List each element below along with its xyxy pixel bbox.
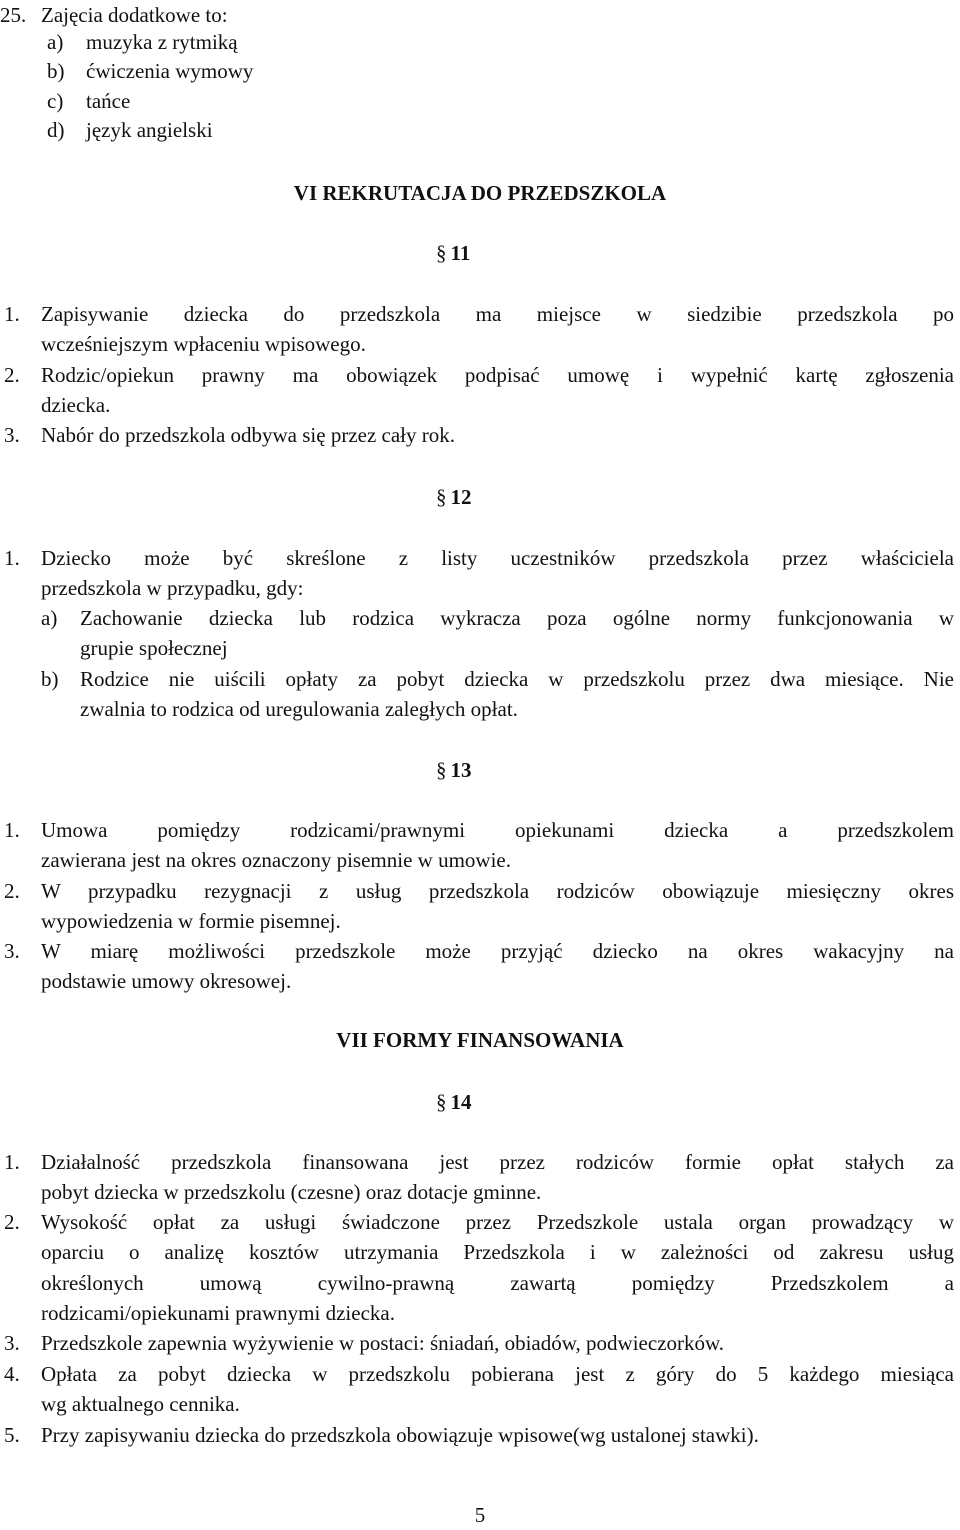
item-number: 25. [0, 3, 27, 27]
item-text: pobyt dziecka w przedszkolu (czesne) oraz dotacje gminne. [41, 1180, 542, 1204]
item-number: 1. [4, 302, 20, 326]
item-number: 5. [4, 1423, 20, 1447]
item-text: zawierana jest na okres oznaczony pisemnie w umowie. [41, 848, 511, 872]
subitem-label: b) [41, 667, 59, 691]
item-text: Rodzic/opiekun prawny ma obowiązek podpisać umowę i wypełnić kartę zgłoszenia [41, 363, 954, 387]
option-label: c) [47, 89, 64, 113]
item-number: 2. [4, 1210, 20, 1234]
item-number: 1. [4, 546, 20, 570]
option-text: język angielski [86, 118, 213, 142]
item-text: W miarę możliwości przedszkole może przyjąć dziecko na okres wakacyjny na [41, 939, 954, 963]
item-text: wg aktualnego cennika. [41, 1392, 240, 1416]
option-text: tańce [86, 89, 131, 113]
chapter-title: VII FORMY FINANSOWANIA [336, 1028, 624, 1052]
subitem-text: grupie społecznej [80, 636, 228, 660]
item-number: 2. [4, 879, 20, 903]
item-text: Przedszkole zapewnia wyżywienie w postaci: śniadań, obiadów, podwieczorków. [41, 1331, 725, 1355]
item-text: Wysokość opłat za usługi świadczone przez Przedszkole ustala organ prowadzący w [41, 1210, 954, 1234]
item-number: 2. [4, 363, 20, 387]
item-text: Zajęcia dodatkowe to: [41, 3, 228, 27]
page-number: 5 [474, 1503, 486, 1527]
item-text: Przy zapisywaniu dziecka do przedszkola obowiązuje wpisowe(wg ustalonej stawki). [41, 1423, 759, 1447]
section-sign: § [436, 1090, 447, 1114]
section-sign: § [436, 485, 447, 509]
section-heading-11 [436, 238, 470, 268]
item-text: Działalność przedszkola finansowana jest przez rodziców formie opłat stałych za [41, 1150, 954, 1174]
item-number: 3. [4, 939, 20, 963]
section-heading-14 [436, 1087, 472, 1117]
item-number: 1. [4, 818, 20, 842]
section-heading-13 [436, 755, 472, 785]
section-number: 13 [450, 758, 472, 782]
section-number: 12 [450, 485, 472, 509]
item-number: 1. [4, 1150, 20, 1174]
section-sign: § [436, 758, 447, 782]
option-text: ćwiczenia wymowy [86, 59, 254, 83]
item-text: Zapisywanie dziecka do przedszkola ma miejsce w siedzibie przedszkola po [41, 302, 954, 326]
item-text: oparciu o analizę kosztów utrzymania Przedszkola i w zależności od zakresu usług [41, 1240, 954, 1264]
chapter-title: VI REKRUTACJA DO PRZEDSZKOLA [293, 181, 667, 205]
item-text: Nabór do przedszkola odbywa się przez cały rok. [41, 423, 456, 447]
item-text: W przypadku rezygnacji z usług przedszkola rodziców obowiązuje miesięczny okres [41, 879, 954, 903]
option-text: muzyka z rytmiką [86, 30, 238, 54]
item-text: wcześniejszym wpłaceniu wpisowego. [41, 332, 366, 356]
item-text: Opłata za pobyt dziecka w przedszkolu pobierana jest z góry do 5 każdego miesiąca [41, 1362, 954, 1386]
item-text: rodzicami/opiekunami prawnymi dziecka. [41, 1301, 395, 1325]
item-number: 3. [4, 423, 20, 447]
section-number: 11 [450, 241, 471, 265]
item-text: wypowiedzenia w formie pisemnej. [41, 909, 341, 933]
item-text: Dziecko może być skreślone z listy uczestników przedszkola przez właściciela [41, 546, 954, 570]
section-heading-12 [436, 482, 472, 512]
item-text: określonych umową cywilno-prawną zawartą pomiędzy Przedszkolem a [41, 1271, 954, 1295]
item-text: dziecka. [41, 393, 111, 417]
subitem-text: Rodzice nie uiścili opłaty za pobyt dziecka w przedszkolu przez dwa miesiące. Nie [80, 667, 954, 691]
option-label: d) [47, 118, 65, 142]
option-label: a) [47, 30, 64, 54]
item-text: podstawie umowy okresowej. [41, 969, 292, 993]
section-number: 14 [450, 1090, 472, 1114]
option-label: b) [47, 59, 65, 83]
item-text: Umowa pomiędzy rodzicami/prawnymi opiekunami dziecka a przedszkolem [41, 818, 954, 842]
item-number: 3. [4, 1331, 20, 1355]
item-number: 4. [4, 1362, 20, 1386]
subitem-text: zwalnia to rodzica od uregulowania zaległych opłat. [80, 697, 518, 721]
section-sign: § [436, 241, 447, 265]
subitem-text: Zachowanie dziecka lub rodzica wykracza poza ogólne normy funkcjonowania w [80, 606, 954, 630]
subitem-label: a) [41, 606, 58, 630]
item-text: przedszkola w przypadku, gdy: [41, 576, 304, 600]
